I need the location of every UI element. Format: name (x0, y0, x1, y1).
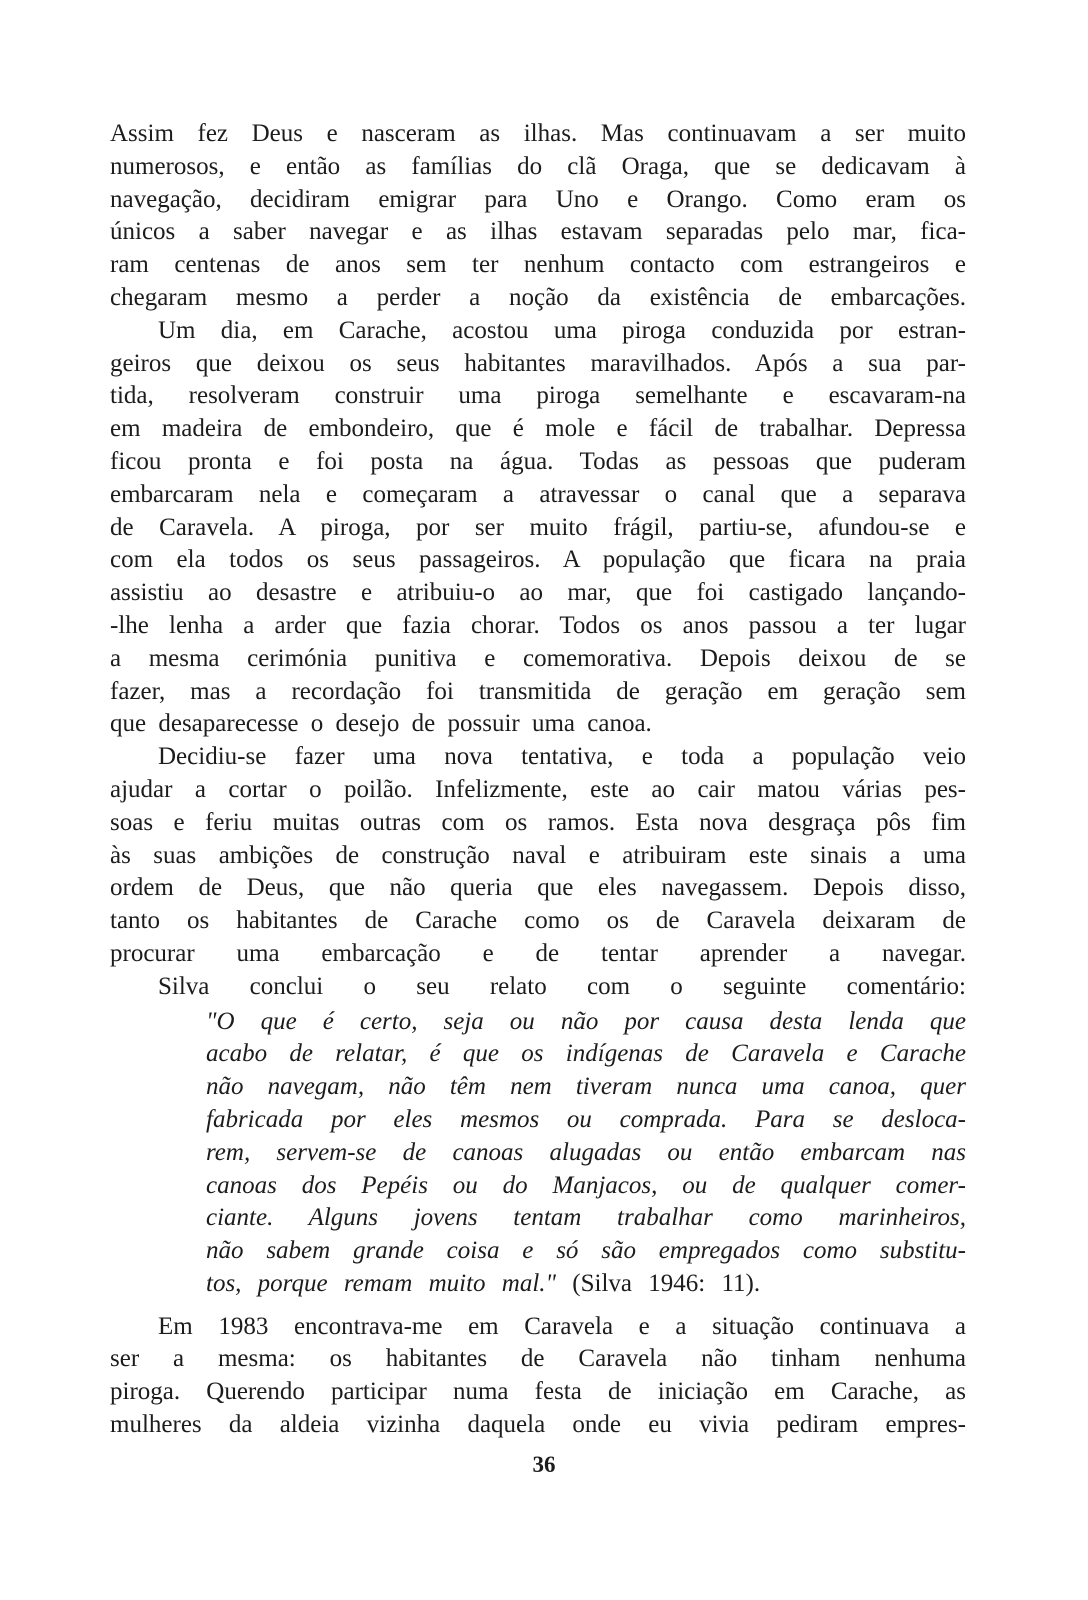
text-line: ram centenas de anos sem ter nenhum contacto com estrangeiros e (110, 251, 966, 279)
text-line: fazer, mas a recordação foi transmitida de geração em geração sem (110, 677, 966, 705)
text-line: assistiu ao desastre e atribuiu-o ao mar, que foi castigado lançando- (110, 579, 966, 607)
quote-line: acabo de relatar, é que os indígenas de Caravela e Carache (206, 1040, 966, 1068)
quote-line: ciante. Alguns jovens tentam trabalhar como marinheiros, (206, 1204, 966, 1232)
text-line: tida, resolveram construir uma piroga semelhante e escavaram-na (110, 382, 966, 410)
text-line: Em 1983 encontrava-me em Caravela e a situação continuava a (158, 1312, 966, 1340)
text-line: Assim fez Deus e nasceram as ilhas. Mas continuavam a ser muito (110, 120, 966, 147)
quote-last-line (206, 1268, 966, 1301)
text-line: navegação, decidiram emigrar para Uno e Orango. Como eram os (110, 185, 966, 213)
text-line: procurar uma embarcação e de tentar aprender a navegar. (110, 939, 966, 967)
text-line: tanto os habitantes de Carache como os de Caravela deixaram de (110, 907, 966, 935)
text-line: às suas ambições de construção naval e atribuiram este sinais a uma (110, 841, 966, 869)
text-line: Silva conclui o seu relato com o seguinte comentário: (158, 972, 966, 1000)
paragraph-5 (110, 1311, 966, 1442)
text-line: ajudar a cortar o poilão. Infelizmente, este ao cair matou várias pes- (110, 775, 966, 803)
paragraph-4 (110, 971, 966, 1004)
text-line: piroga. Querendo participar numa festa de iniciação em Carache, as (110, 1378, 966, 1406)
quote-line: "O que é certo, seja ou não por causa desta lenda que (206, 1007, 966, 1035)
text-line: chegaram mesmo a perder a noção da existência de embarcações. (110, 283, 966, 311)
text-line: únicos a saber navegar e as ilhas estavam separadas pelo mar, fica- (110, 218, 966, 246)
page-body (110, 118, 966, 1442)
quote-line: não sabem grande coisa e só são empregados como substitu- (206, 1237, 966, 1265)
paragraph-2 (110, 315, 966, 741)
text-line: embarcaram nela e começaram a atravessar o canal que a separava (110, 480, 966, 508)
page-number: 36 (532, 1452, 556, 1477)
text-line: a mesma cerimónia punitiva e comemorativa. Depois deixou de se (110, 644, 966, 672)
text-line: mulheres da aldeia vizinha daquela onde eu vivia pediram empres- (110, 1411, 966, 1439)
paragraph-1 (110, 118, 966, 315)
quote-line: rem, servem-se de canoas alugadas ou então embarcam nas (206, 1138, 966, 1166)
text-line: de Caravela. A piroga, por ser muito frágil, partiu-se, afundou-se e (110, 513, 966, 541)
quote-line: não navegam, não têm nem tiveram nunca uma canoa, quer (206, 1073, 966, 1101)
quote-citation: (Silva 1946: 11). (572, 1269, 761, 1297)
text-line: -lhe lenha a arder que fazia chorar. Todos os anos passou a ter lugar (110, 611, 966, 639)
quote-text: tos, porque remam muito mal." (206, 1269, 557, 1297)
quote-line: canoas dos Pepéis ou do Manjacos, ou de qualquer comer- (206, 1171, 966, 1199)
text-line: numerosos, e então as famílias do clã Oraga, que se dedicavam à (110, 152, 966, 180)
text-line: em madeira de embondeiro, que é mole e fácil de trabalhar. Depressa (110, 415, 966, 443)
paragraph-3 (110, 741, 966, 971)
text-line: ficou pronta e foi posta na água. Todas as pessoas que puderam (110, 447, 966, 475)
text-line: que desaparecesse o desejo de possuir uma canoa. (110, 710, 652, 738)
text-line: ser a mesma: os habitantes de Caravela não tinham nenhuma (110, 1345, 966, 1373)
text-line: com ela todos os seus passageiros. A população que ficara na praia (110, 546, 966, 574)
text-line: geiros que deixou os seus habitantes maravilhados. Após a sua par- (110, 349, 966, 377)
quote-line: fabricada por eles mesmos ou comprada. Para se desloca- (206, 1105, 966, 1133)
text-line: ordem de Deus, que não queria que eles navegassem. Depois disso, (110, 874, 966, 902)
text-line: Um dia, em Carache, acostou uma piroga conduzida por estran- (158, 316, 966, 344)
text-line: Decidiu-se fazer uma nova tentativa, e toda a população veio (158, 743, 966, 771)
block-quote (206, 1006, 966, 1301)
text-line: soas e feriu muitas outras com os ramos. Esta nova desgraça pôs fim (110, 808, 966, 836)
